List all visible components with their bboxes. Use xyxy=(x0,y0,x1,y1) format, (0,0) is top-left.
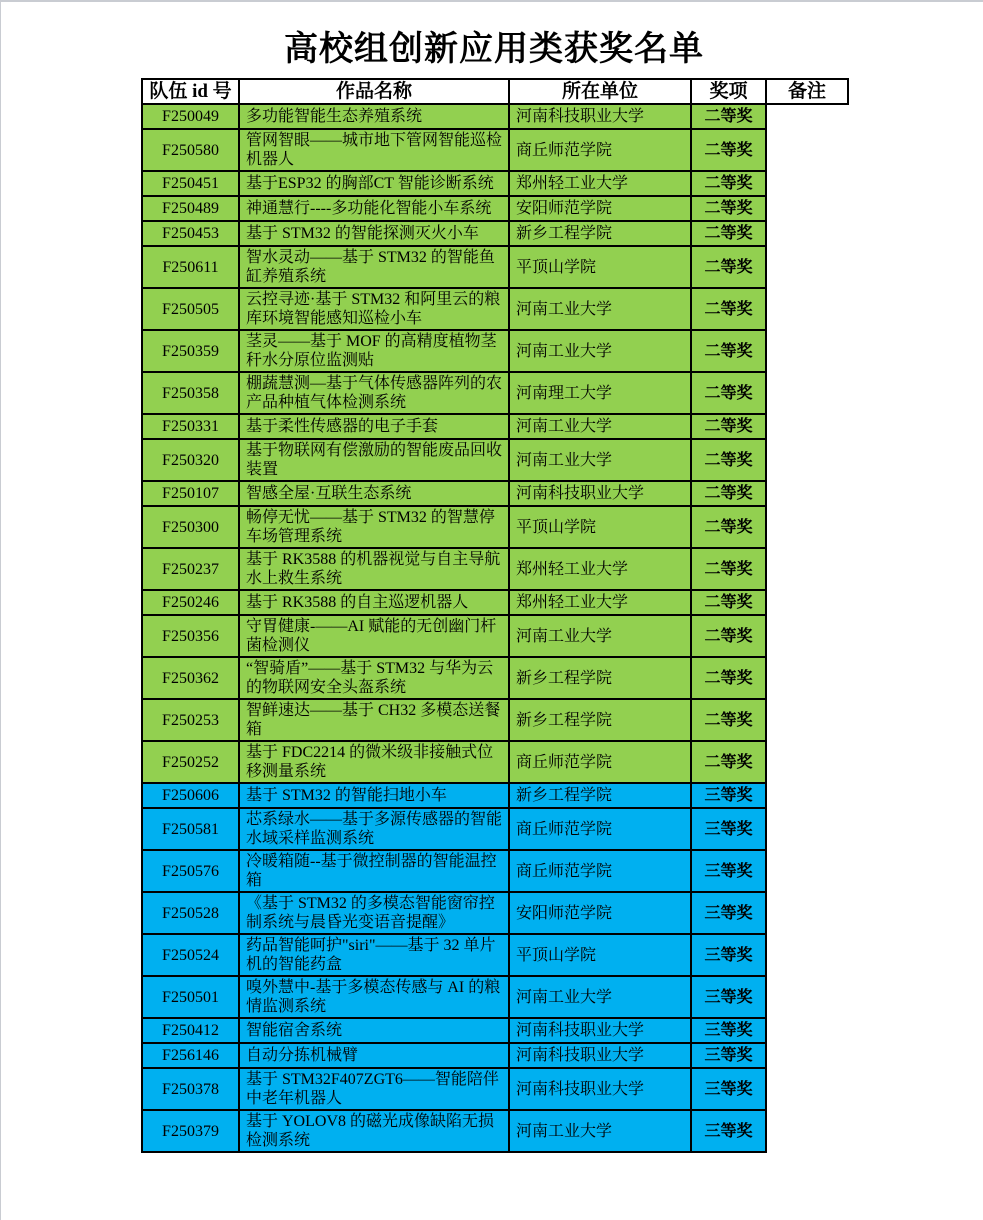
remark-cell xyxy=(766,330,848,372)
table-row xyxy=(142,414,848,439)
remark-cell xyxy=(766,414,848,439)
award-badge: 二等奖 xyxy=(691,590,766,615)
award-badge: 二等奖 xyxy=(691,129,766,171)
work-name-cell: 管网智眼——城市地下管网智能巡检机器人 xyxy=(239,129,509,171)
remark-cell xyxy=(766,1068,848,1110)
unit-cell: 商丘师范学院 xyxy=(509,808,691,850)
remark-cell xyxy=(766,481,848,506)
work-name-cell: 智感全屋·互联生态系统 xyxy=(239,481,509,506)
team-id-cell: F250246 xyxy=(142,590,239,615)
remark-cell xyxy=(766,615,848,657)
work-name-cell: 《基于 STM32 的多模态智能窗帘控制系统与晨昏光变语音提醒》 xyxy=(239,892,509,934)
remark-cell xyxy=(766,221,848,246)
table-row xyxy=(142,892,848,934)
table-row xyxy=(142,548,848,590)
award-badge: 二等奖 xyxy=(691,699,766,741)
award-badge: 三等奖 xyxy=(691,783,766,808)
award-badge: 二等奖 xyxy=(691,372,766,414)
work-name-cell: 神通慧行----多功能化智能小车系统 xyxy=(239,196,509,221)
remark-cell xyxy=(766,892,848,934)
team-id-cell: F250580 xyxy=(142,129,239,171)
header-team-id: 队伍 id 号 xyxy=(142,79,239,104)
table-row xyxy=(142,288,848,330)
unit-cell: 河南科技职业大学 xyxy=(509,1018,691,1043)
award-badge: 二等奖 xyxy=(691,481,766,506)
team-id-cell: F250362 xyxy=(142,657,239,699)
work-name-cell: 嗅外慧中-基于多模态传感与 AI 的粮情监测系统 xyxy=(239,976,509,1018)
unit-cell: 新乡工程学院 xyxy=(509,221,691,246)
remark-cell xyxy=(766,129,848,171)
remark-cell xyxy=(766,590,848,615)
table-row xyxy=(142,699,848,741)
unit-cell: 新乡工程学院 xyxy=(509,657,691,699)
table-row xyxy=(142,741,848,783)
award-badge: 三等奖 xyxy=(691,892,766,934)
award-badge: 三等奖 xyxy=(691,934,766,976)
unit-cell: 郑州轻工业大学 xyxy=(509,548,691,590)
table-body xyxy=(142,104,848,1152)
table-row xyxy=(142,808,848,850)
award-badge: 二等奖 xyxy=(691,246,766,288)
team-id-cell: F250253 xyxy=(142,699,239,741)
table-row xyxy=(142,481,848,506)
remark-cell xyxy=(766,196,848,221)
table-row xyxy=(142,590,848,615)
unit-cell: 河南科技职业大学 xyxy=(509,104,691,129)
work-name-cell: 芯系绿水——基于多源传感器的智能水域采样监测系统 xyxy=(239,808,509,850)
unit-cell: 河南工业大学 xyxy=(509,439,691,481)
work-name-cell: 基于 RK3588 的自主巡逻机器人 xyxy=(239,590,509,615)
remark-cell xyxy=(766,934,848,976)
award-badge: 二等奖 xyxy=(691,506,766,548)
team-id-cell: F250528 xyxy=(142,892,239,934)
table-row xyxy=(142,783,848,808)
unit-cell: 河南工业大学 xyxy=(509,615,691,657)
unit-cell: 河南工业大学 xyxy=(509,414,691,439)
work-name-cell: 智鲜速达——基于 CH32 多模态送餐箱 xyxy=(239,699,509,741)
team-id-cell: F250356 xyxy=(142,615,239,657)
table-row xyxy=(142,372,848,414)
table-row xyxy=(142,506,848,548)
work-name-cell: 智能宿舍系统 xyxy=(239,1018,509,1043)
table-row xyxy=(142,439,848,481)
unit-cell: 河南工业大学 xyxy=(509,1110,691,1152)
header-remark: 备注 xyxy=(766,79,848,104)
table-row xyxy=(142,171,848,196)
award-badge: 三等奖 xyxy=(691,976,766,1018)
team-id-cell: F250505 xyxy=(142,288,239,330)
team-id-cell: F250378 xyxy=(142,1068,239,1110)
header-unit: 所在单位 xyxy=(509,79,691,104)
remark-cell xyxy=(766,1043,848,1068)
team-id-cell: F256146 xyxy=(142,1043,239,1068)
table-row xyxy=(142,934,848,976)
team-id-cell: F250501 xyxy=(142,976,239,1018)
unit-cell: 河南科技职业大学 xyxy=(509,481,691,506)
team-id-cell: F250451 xyxy=(142,171,239,196)
table-row xyxy=(142,850,848,892)
team-id-cell: F250379 xyxy=(142,1110,239,1152)
work-name-cell: 基于 YOLOV8 的磁光成像缺陷无损检测系统 xyxy=(239,1110,509,1152)
table-row xyxy=(142,1110,848,1152)
work-name-cell: 基于 RK3588 的机器视觉与自主导航水上救生系统 xyxy=(239,548,509,590)
header-award: 奖项 xyxy=(691,79,766,104)
remark-cell xyxy=(766,246,848,288)
team-id-cell: F250606 xyxy=(142,783,239,808)
unit-cell: 河南科技职业大学 xyxy=(509,1043,691,1068)
table-row xyxy=(142,1018,848,1043)
award-badge: 二等奖 xyxy=(691,548,766,590)
work-name-cell: 基于 STM32F407ZGT6——智能陪伴中老年机器人 xyxy=(239,1068,509,1110)
unit-cell: 商丘师范学院 xyxy=(509,850,691,892)
team-id-cell: F250412 xyxy=(142,1018,239,1043)
table-row xyxy=(142,104,848,129)
work-name-cell: 基于 FDC2214 的微米级非接触式位移测量系统 xyxy=(239,741,509,783)
work-name-cell: “智骑盾”——基于 STM32 与华为云的物联网安全头盔系统 xyxy=(239,657,509,699)
unit-cell: 河南理工大学 xyxy=(509,372,691,414)
award-badge: 二等奖 xyxy=(691,288,766,330)
unit-cell: 平顶山学院 xyxy=(509,506,691,548)
award-badge: 三等奖 xyxy=(691,1068,766,1110)
team-id-cell: F250300 xyxy=(142,506,239,548)
team-id-cell: F250489 xyxy=(142,196,239,221)
award-badge: 三等奖 xyxy=(691,850,766,892)
team-id-cell: F250252 xyxy=(142,741,239,783)
award-table xyxy=(141,78,849,1153)
team-id-cell: F250358 xyxy=(142,372,239,414)
remark-cell xyxy=(766,548,848,590)
award-badge: 二等奖 xyxy=(691,221,766,246)
unit-cell: 安阳师范学院 xyxy=(509,196,691,221)
team-id-cell: F250359 xyxy=(142,330,239,372)
remark-cell xyxy=(766,506,848,548)
award-badge: 三等奖 xyxy=(691,808,766,850)
unit-cell: 河南工业大学 xyxy=(509,288,691,330)
award-badge: 二等奖 xyxy=(691,330,766,372)
team-id-cell: F250107 xyxy=(142,481,239,506)
remark-cell xyxy=(766,783,848,808)
document-content xyxy=(141,30,847,1153)
work-name-cell: 冷暖箱随--基于微控制器的智能温控箱 xyxy=(239,850,509,892)
page-title: 高校组创新应用类获奖名单 xyxy=(284,31,704,68)
award-badge: 三等奖 xyxy=(691,1110,766,1152)
work-name-cell: 棚蔬慧测—基于气体传感器阵列的农产品种植气体检测系统 xyxy=(239,372,509,414)
unit-cell: 商丘师范学院 xyxy=(509,741,691,783)
award-badge: 二等奖 xyxy=(691,439,766,481)
work-name-cell: 云控寻迹·基于 STM32 和阿里云的粮库环境智能感知巡检小车 xyxy=(239,288,509,330)
work-name-cell: 茎灵——基于 MOF 的高精度植物茎秆水分原位监测贴 xyxy=(239,330,509,372)
remark-cell xyxy=(766,171,848,196)
unit-cell: 新乡工程学院 xyxy=(509,699,691,741)
work-name-cell: 基于 STM32 的智能扫地小车 xyxy=(239,783,509,808)
award-badge: 二等奖 xyxy=(691,741,766,783)
unit-cell: 郑州轻工业大学 xyxy=(509,590,691,615)
team-id-cell: F250320 xyxy=(142,439,239,481)
table-row xyxy=(142,1043,848,1068)
unit-cell: 平顶山学院 xyxy=(509,934,691,976)
remark-cell xyxy=(766,372,848,414)
team-id-cell: F250576 xyxy=(142,850,239,892)
team-id-cell: F250611 xyxy=(142,246,239,288)
team-id-cell: F250524 xyxy=(142,934,239,976)
award-badge: 二等奖 xyxy=(691,657,766,699)
table-header-row xyxy=(142,79,848,104)
work-name-cell: 守胃健康-——AI 赋能的无创幽门杆菌检测仪 xyxy=(239,615,509,657)
unit-cell: 河南工业大学 xyxy=(509,330,691,372)
remark-cell xyxy=(766,808,848,850)
award-badge: 二等奖 xyxy=(691,414,766,439)
remark-cell xyxy=(766,439,848,481)
team-id-cell: F250331 xyxy=(142,414,239,439)
award-badge: 三等奖 xyxy=(691,1018,766,1043)
unit-cell: 新乡工程学院 xyxy=(509,783,691,808)
remark-cell xyxy=(766,1110,848,1152)
unit-cell: 安阳师范学院 xyxy=(509,892,691,934)
table-row xyxy=(142,1068,848,1110)
table-row xyxy=(142,615,848,657)
unit-cell: 河南工业大学 xyxy=(509,976,691,1018)
team-id-cell: F250453 xyxy=(142,221,239,246)
table-row xyxy=(142,129,848,171)
table-row xyxy=(142,976,848,1018)
award-badge: 二等奖 xyxy=(691,196,766,221)
remark-cell xyxy=(766,288,848,330)
unit-cell: 河南科技职业大学 xyxy=(509,1068,691,1110)
remark-cell xyxy=(766,741,848,783)
remark-cell xyxy=(766,1018,848,1043)
table-row xyxy=(142,246,848,288)
team-id-cell: F250237 xyxy=(142,548,239,590)
work-name-cell: 基于柔性传感器的电子手套 xyxy=(239,414,509,439)
award-badge: 二等奖 xyxy=(691,171,766,196)
award-badge: 二等奖 xyxy=(691,104,766,129)
header-work-name: 作品名称 xyxy=(239,79,509,104)
work-name-cell: 基于 STM32 的智能探测灭火小车 xyxy=(239,221,509,246)
work-name-cell: 基于ESP32 的胸部CT 智能诊断系统 xyxy=(239,171,509,196)
remark-cell xyxy=(766,657,848,699)
work-name-cell: 自动分拣机械臂 xyxy=(239,1043,509,1068)
award-badge: 二等奖 xyxy=(691,615,766,657)
work-name-cell: 多功能智能生态养殖系统 xyxy=(239,104,509,129)
work-name-cell: 畅停无忧——基于 STM32 的智慧停车场管理系统 xyxy=(239,506,509,548)
unit-cell: 商丘师范学院 xyxy=(509,129,691,171)
team-id-cell: F250581 xyxy=(142,808,239,850)
remark-cell xyxy=(766,850,848,892)
unit-cell: 郑州轻工业大学 xyxy=(509,171,691,196)
table-row xyxy=(142,221,848,246)
work-name-cell: 智水灵动——基于 STM32 的智能鱼缸养殖系统 xyxy=(239,246,509,288)
remark-cell xyxy=(766,104,848,129)
award-badge: 三等奖 xyxy=(691,1043,766,1068)
table-row xyxy=(142,196,848,221)
unit-cell: 平顶山学院 xyxy=(509,246,691,288)
table-row xyxy=(142,657,848,699)
work-name-cell: 药品智能呵护"siri"——基于 32 单片机的智能药盒 xyxy=(239,934,509,976)
remark-cell xyxy=(766,976,848,1018)
remark-cell xyxy=(766,699,848,741)
team-id-cell: F250049 xyxy=(142,104,239,129)
work-name-cell: 基于物联网有偿激励的智能废品回收装置 xyxy=(239,439,509,481)
table-row xyxy=(142,330,848,372)
